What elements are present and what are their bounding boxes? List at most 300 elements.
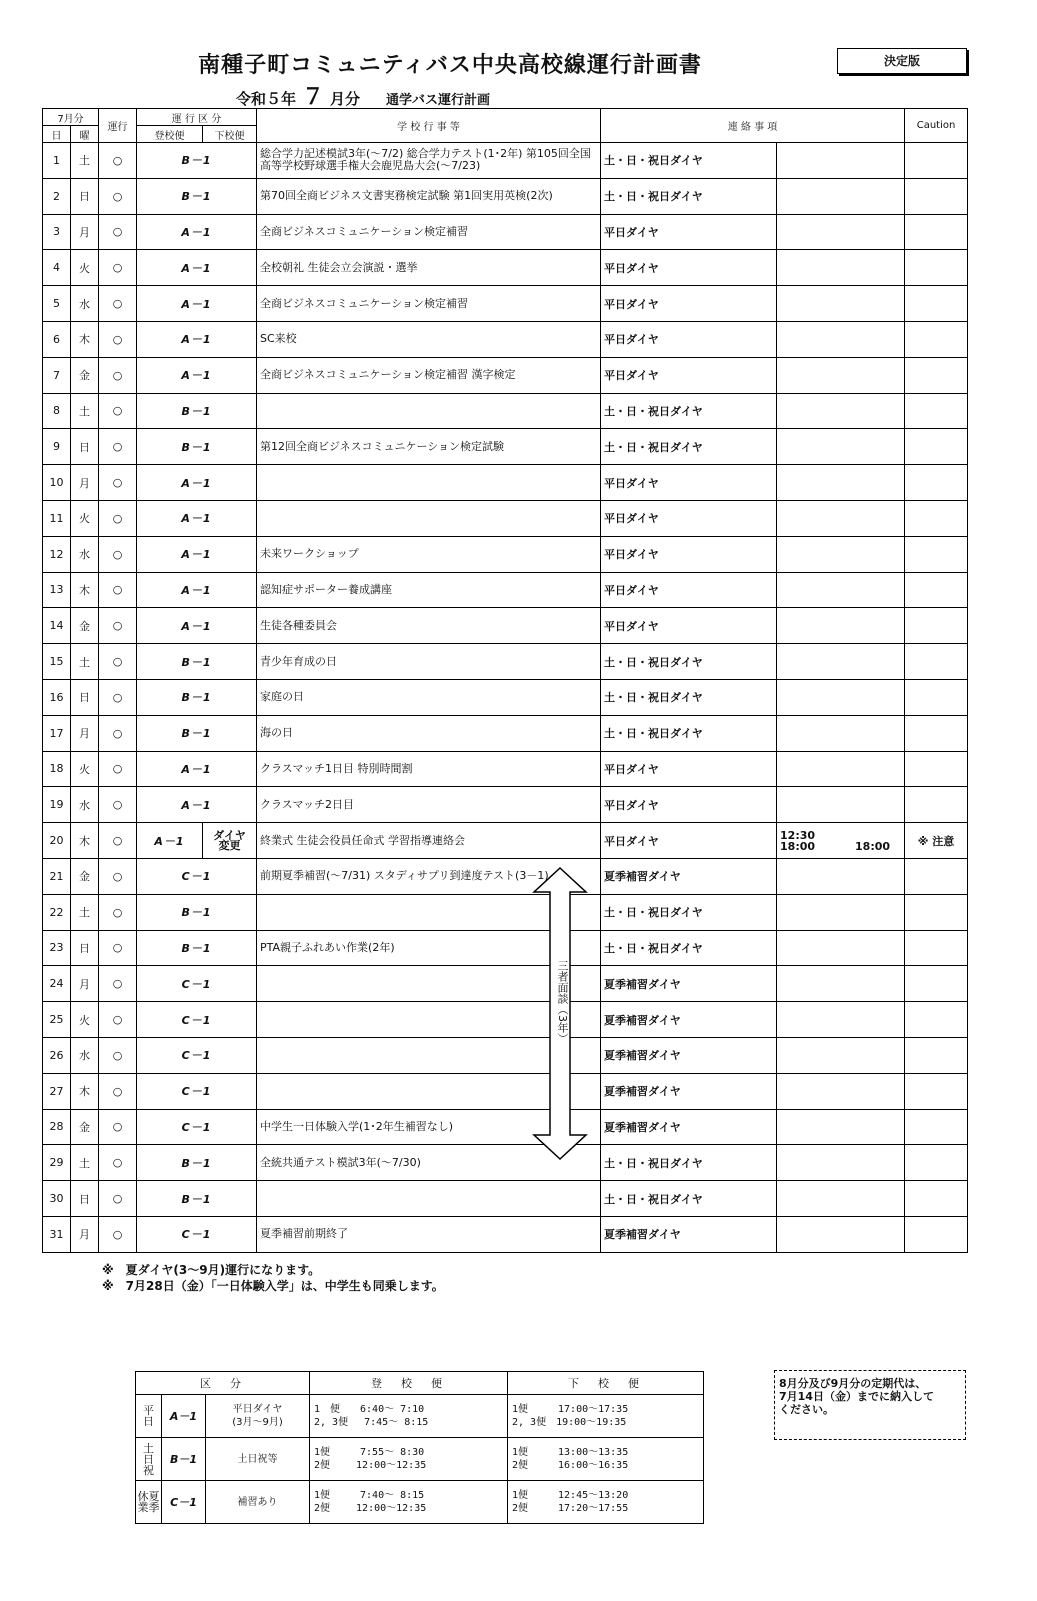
table-row <box>43 751 968 787</box>
day-cell: 1 <box>43 143 71 179</box>
event-cell: 海の日 <box>257 715 601 751</box>
schedule-row <box>136 1481 704 1524</box>
operation-cell: ○ <box>99 858 137 894</box>
from-school-times: 1便 17:00～17:35 2, 3便 19:00～19:35 <box>512 1404 629 1428</box>
table-row <box>43 1002 968 1038</box>
day-cell: 14 <box>43 608 71 644</box>
contact-cell <box>777 787 905 823</box>
event-cell: 全商ビジネスコミュニケーション検定補習 <box>257 214 601 250</box>
operation-cell: ○ <box>99 679 137 715</box>
operation-cell: ○ <box>99 143 137 179</box>
diagram-cell: 平日ダイヤ <box>601 286 777 322</box>
status-badge: 決定版 <box>837 48 967 74</box>
operation-cell: ○ <box>99 429 137 465</box>
table-row <box>43 787 968 823</box>
contact-cell <box>777 1145 905 1181</box>
dow-cell: 金 <box>71 608 99 644</box>
operation-cell: ○ <box>99 608 137 644</box>
contact-cell <box>777 823 905 859</box>
bus-class: A－1 <box>137 536 257 572</box>
dow-cell: 火 <box>71 1002 99 1038</box>
operation-cell: ○ <box>99 1181 137 1217</box>
operation-cell: ○ <box>99 286 137 322</box>
caution-cell <box>905 1109 968 1145</box>
diagram-cell: 土・日・祝日ダイヤ <box>601 679 777 715</box>
caution-cell <box>905 787 968 823</box>
bus-class: A－1 <box>137 214 257 250</box>
schedule-name: 補習あり <box>206 1481 310 1524</box>
bus-class: B－1 <box>137 178 257 214</box>
day-cell: 12 <box>43 536 71 572</box>
caution-cell <box>905 1145 968 1181</box>
operation-cell: ○ <box>99 966 137 1002</box>
day-cell: 7 <box>43 357 71 393</box>
operation-cell: ○ <box>99 465 137 501</box>
caution-cell <box>905 250 968 286</box>
bus-class: B－1 <box>137 143 257 179</box>
caution-cell <box>905 536 968 572</box>
schedule-name: 平日ダイヤ (3月～9月) <box>206 1395 310 1438</box>
diagram-cell: 土・日・祝日ダイヤ <box>601 644 777 680</box>
operation-cell: ○ <box>99 1037 137 1073</box>
bus-class: A－1 <box>137 250 257 286</box>
from-school-class: ダイヤ 変更 <box>203 823 257 859</box>
dow-cell: 月 <box>71 214 99 250</box>
caution-cell <box>905 500 968 536</box>
operation-cell: ○ <box>99 823 137 859</box>
caution-cell <box>905 572 968 608</box>
dow-cell: 日 <box>71 679 99 715</box>
caution-cell <box>905 751 968 787</box>
operation-table <box>42 108 968 1253</box>
event-cell <box>257 465 601 501</box>
caution-header: Caution <box>905 109 968 143</box>
event-cell: 全統共通テスト模試3年(～7/30) <box>257 1145 601 1181</box>
plan-name: 通学バス運行計画 <box>386 93 491 108</box>
dow-cell: 日 <box>71 178 99 214</box>
caution-cell <box>905 321 968 357</box>
dow-cell: 木 <box>71 572 99 608</box>
day-cell: 4 <box>43 250 71 286</box>
caution-cell <box>905 715 968 751</box>
operation-cell: ○ <box>99 751 137 787</box>
day-cell: 6 <box>43 321 71 357</box>
bus-class: A－1 <box>137 357 257 393</box>
operation-cell: ○ <box>99 715 137 751</box>
event-cell: 総合学力記述模試3年(～7/2) 総合学力テスト(1･2年) 第105回全国高等学校野球選手権大会鹿児島大会(～7/23) <box>257 143 601 179</box>
page-subtitle <box>236 80 490 111</box>
event-cell: クラスマッチ1日目 特別時間割 <box>257 751 601 787</box>
operation-cell: ○ <box>99 644 137 680</box>
dow-header: 曜 <box>71 126 99 143</box>
diagram-cell: 夏季補習ダイヤ <box>601 858 777 894</box>
day-cell: 20 <box>43 823 71 859</box>
table-row <box>43 1037 968 1073</box>
event-cell: 全商ビジネスコミュニケーション検定補習 漢字検定 <box>257 357 601 393</box>
table-row <box>43 286 968 322</box>
dow-cell: 火 <box>71 250 99 286</box>
operation-cell: ○ <box>99 1145 137 1181</box>
caution-cell <box>905 178 968 214</box>
diagram-cell: 夏季補習ダイヤ <box>601 1037 777 1073</box>
day-cell: 19 <box>43 787 71 823</box>
diagram-cell: 平日ダイヤ <box>601 465 777 501</box>
diagram-cell: 土・日・祝日ダイヤ <box>601 894 777 930</box>
arrow-label: 三者面談（3年） <box>556 960 569 1044</box>
from-school-times: 1便 12:45～13:20 2便 17:20～17:55 <box>512 1490 629 1514</box>
operation-cell: ○ <box>99 894 137 930</box>
dow-cell: 土 <box>71 894 99 930</box>
event-cell: クラスマッチ2日目 <box>257 787 601 823</box>
table-row <box>43 1145 968 1181</box>
caution-cell <box>905 286 968 322</box>
class-header: 運 行 区 分 <box>137 109 257 126</box>
bus-class: B－1 <box>137 715 257 751</box>
table-row <box>43 1181 968 1217</box>
event-cell: 未来ワークショップ <box>257 536 601 572</box>
to-school-times: 1便 7:40～ 8:15 2便 12:00～12:35 <box>314 1490 427 1514</box>
day-cell: 13 <box>43 572 71 608</box>
day-cell: 29 <box>43 1145 71 1181</box>
operation-cell: ○ <box>99 536 137 572</box>
day-cell: 31 <box>43 1216 71 1252</box>
bus-class: A－1 <box>137 572 257 608</box>
schedule-code: A－1 <box>162 1395 206 1438</box>
contact-cell <box>777 214 905 250</box>
bus-class: A－1 <box>137 787 257 823</box>
table-row <box>43 930 968 966</box>
contact-cell <box>777 1181 905 1217</box>
diagram-cell: 平日ダイヤ <box>601 787 777 823</box>
bus-class: C－1 <box>137 1002 257 1038</box>
diagram-cell: 夏季補習ダイヤ <box>601 1002 777 1038</box>
diagram-cell: 土・日・祝日ダイヤ <box>601 1181 777 1217</box>
dow-cell: 月 <box>71 966 99 1002</box>
dow-cell: 土 <box>71 143 99 179</box>
diagram-cell: 平日ダイヤ <box>601 214 777 250</box>
caution-cell <box>905 465 968 501</box>
contact-cell <box>777 751 905 787</box>
event-cell: 中学生一日体験入学(1･2年生補習なし) <box>257 1109 601 1145</box>
dow-cell: 土 <box>71 1145 99 1181</box>
day-cell: 8 <box>43 393 71 429</box>
operation-cell: ○ <box>99 930 137 966</box>
day-cell: 21 <box>43 858 71 894</box>
schedule-name: 土日祝等 <box>206 1438 310 1481</box>
table-row <box>43 500 968 536</box>
table-row <box>43 823 968 859</box>
era: 令和５年 <box>236 90 297 108</box>
table-row <box>43 1073 968 1109</box>
contact-cell <box>777 143 905 179</box>
dow-cell: 水 <box>71 1037 99 1073</box>
table-row <box>43 644 968 680</box>
day-cell: 10 <box>43 465 71 501</box>
caution-cell <box>905 858 968 894</box>
diagram-cell: 平日ダイヤ <box>601 536 777 572</box>
contact-cell <box>777 465 905 501</box>
day-cell: 9 <box>43 429 71 465</box>
bus-class: C－1 <box>137 1216 257 1252</box>
dow-cell: 土 <box>71 644 99 680</box>
table-row <box>43 393 968 429</box>
bus-class: B－1 <box>137 1145 257 1181</box>
month-suffix: 月分 <box>330 90 361 108</box>
dow-cell: 木 <box>71 823 99 859</box>
contact-cell <box>777 286 905 322</box>
bus-class: C－1 <box>137 1037 257 1073</box>
dow-cell: 金 <box>71 357 99 393</box>
diagram-cell: 平日ダイヤ <box>601 823 777 859</box>
page-title: 南種子町コミュニティバス中央高校線運行計画書 <box>198 53 702 78</box>
caution-cell <box>905 679 968 715</box>
dow-cell: 日 <box>71 1181 99 1217</box>
table-row <box>43 143 968 179</box>
operation-cell: ○ <box>99 357 137 393</box>
event-cell: 前期夏季補習(～7/31) スタディサプリ到達度テスト(3－1) <box>257 858 601 894</box>
from-school-times: 1便 13:00～13:35 2便 16:00～16:35 <box>512 1447 629 1471</box>
event-cell <box>257 393 601 429</box>
event-cell: 家庭の日 <box>257 679 601 715</box>
day-cell: 11 <box>43 500 71 536</box>
contact-cell <box>777 858 905 894</box>
contact-cell <box>777 1216 905 1252</box>
event-cell: 青少年育成の日 <box>257 644 601 680</box>
operation-cell: ○ <box>99 214 137 250</box>
table-row <box>43 679 968 715</box>
caution-cell <box>905 608 968 644</box>
table-row <box>43 536 968 572</box>
caution-cell <box>905 1216 968 1252</box>
table-row <box>43 214 968 250</box>
operation-cell: ○ <box>99 1073 137 1109</box>
contact-cell <box>777 1073 905 1109</box>
schedule-category: 休夏 業季 <box>136 1481 162 1524</box>
day-cell: 23 <box>43 930 71 966</box>
event-cell: 生徒各種委員会 <box>257 608 601 644</box>
contact-cell <box>777 536 905 572</box>
bus-class: C－1 <box>137 858 257 894</box>
to-col-header: 登 校 便 <box>310 1372 508 1395</box>
day-cell: 18 <box>43 751 71 787</box>
contact-cell <box>777 572 905 608</box>
table-row <box>43 178 968 214</box>
contact-header: 連 絡 事 項 <box>601 109 905 143</box>
day-cell: 28 <box>43 1109 71 1145</box>
dow-cell: 火 <box>71 500 99 536</box>
dow-cell: 金 <box>71 1109 99 1145</box>
bus-class: B－1 <box>137 644 257 680</box>
diagram-cell: 土・日・祝日ダイヤ <box>601 393 777 429</box>
dow-cell: 日 <box>71 930 99 966</box>
day-cell: 5 <box>43 286 71 322</box>
contact-cell <box>777 679 905 715</box>
contact-cell <box>777 930 905 966</box>
month: ７ <box>302 85 325 110</box>
day-cell: 30 <box>43 1181 71 1217</box>
diagram-cell: 土・日・祝日ダイヤ <box>601 429 777 465</box>
table-row <box>43 321 968 357</box>
caution-cell <box>905 894 968 930</box>
caution-cell <box>905 214 968 250</box>
diagram-cell: 平日ダイヤ <box>601 321 777 357</box>
dow-cell: 月 <box>71 465 99 501</box>
bus-class: A－1 <box>137 500 257 536</box>
table-row <box>43 966 968 1002</box>
diagram-cell: 平日ダイヤ <box>601 572 777 608</box>
event-cell: 全商ビジネスコミュニケーション検定補習 <box>257 286 601 322</box>
schedule-row <box>136 1438 704 1481</box>
dow-cell: 日 <box>71 429 99 465</box>
bus-class: B－1 <box>137 1181 257 1217</box>
diagram-cell: 平日ダイヤ <box>601 500 777 536</box>
diagram-cell: 平日ダイヤ <box>601 250 777 286</box>
operation-cell: ○ <box>99 500 137 536</box>
bus-class: A－1 <box>137 286 257 322</box>
table-row <box>43 894 968 930</box>
contact-cell <box>777 644 905 680</box>
contact-cell <box>777 894 905 930</box>
contact-cell <box>777 715 905 751</box>
caution-cell <box>905 357 968 393</box>
diagram-cell: 夏季補習ダイヤ <box>601 1216 777 1252</box>
schedule-row <box>136 1395 704 1438</box>
bus-class: B－1 <box>137 679 257 715</box>
bus-class: A－1 <box>137 321 257 357</box>
notes <box>102 1262 444 1294</box>
contact-cell <box>777 500 905 536</box>
table-row <box>43 250 968 286</box>
event-cell: SC来校 <box>257 321 601 357</box>
day-cell: 3 <box>43 214 71 250</box>
table-row <box>43 572 968 608</box>
operation-cell: ○ <box>99 1216 137 1252</box>
class-col-header: 区 分 <box>136 1372 310 1395</box>
contact-time: 12:30 18:00 <box>780 828 816 853</box>
event-cell: 認知症サポーター養成講座 <box>257 572 601 608</box>
caution-cell <box>905 429 968 465</box>
bus-class: B－1 <box>137 894 257 930</box>
table-row <box>43 715 968 751</box>
event-cell <box>257 1181 601 1217</box>
table-row <box>43 429 968 465</box>
diagram-cell: 土・日・祝日ダイヤ <box>601 715 777 751</box>
contact-cell <box>777 393 905 429</box>
event-cell: 夏季補習前期終了 <box>257 1216 601 1252</box>
bus-class: B－1 <box>137 393 257 429</box>
day-cell: 26 <box>43 1037 71 1073</box>
table-row <box>43 858 968 894</box>
operation-cell: ○ <box>99 572 137 608</box>
day-cell: 16 <box>43 679 71 715</box>
diagram-cell: 土・日・祝日ダイヤ <box>601 143 777 179</box>
table-row <box>43 1109 968 1145</box>
contact-cell <box>777 178 905 214</box>
table-row <box>43 1216 968 1252</box>
bus-class: A－1 <box>137 465 257 501</box>
diagram-cell: 土・日・祝日ダイヤ <box>601 930 777 966</box>
dow-cell: 月 <box>71 1216 99 1252</box>
from-col-header: 下 校 便 <box>508 1372 704 1395</box>
to-school-times: 1 便 6:40～ 7:10 2, 3便 7:45～ 8:15 <box>314 1404 429 1428</box>
bus-class: B－1 <box>137 429 257 465</box>
diagram-cell: 夏季補習ダイヤ <box>601 1073 777 1109</box>
operation-cell: ○ <box>99 1109 137 1145</box>
caution-cell <box>905 1002 968 1038</box>
day-cell: 24 <box>43 966 71 1002</box>
caution-cell: ※ 注意 <box>905 823 968 859</box>
event-cell <box>257 500 601 536</box>
contact-cell <box>777 1002 905 1038</box>
day-cell: 27 <box>43 1073 71 1109</box>
dow-cell: 水 <box>71 286 99 322</box>
operation-header: 運行 <box>99 109 137 143</box>
day-cell: 25 <box>43 1002 71 1038</box>
table-row <box>43 357 968 393</box>
payment-note: 8月分及び9月分の定期代は、 7月14日（金）までに納入して ください。 <box>774 1370 966 1440</box>
contact-cell <box>777 608 905 644</box>
bus-class: A－1 <box>137 608 257 644</box>
schedule-table <box>135 1371 704 1524</box>
event-cell: 第70回全商ビジネス文書実務検定試験 第1回実用英検(2次) <box>257 178 601 214</box>
contact-cell <box>777 966 905 1002</box>
caution-cell <box>905 966 968 1002</box>
contact-cell <box>777 321 905 357</box>
schedule-code: C－1 <box>162 1481 206 1524</box>
event-cell: 全校朝礼 生徒会立会演説・選挙 <box>257 250 601 286</box>
caution-cell <box>905 644 968 680</box>
operation-cell: ○ <box>99 1002 137 1038</box>
schedule-code: B－1 <box>162 1438 206 1481</box>
diagram-cell: 土・日・祝日ダイヤ <box>601 178 777 214</box>
operation-cell: ○ <box>99 250 137 286</box>
to-school-class: A－1 <box>137 823 203 859</box>
operation-cell: ○ <box>99 321 137 357</box>
caution-cell <box>905 393 968 429</box>
table-row <box>43 465 968 501</box>
bus-class: C－1 <box>137 1073 257 1109</box>
bus-class: B－1 <box>137 930 257 966</box>
table-row <box>43 608 968 644</box>
contact-cell <box>777 1037 905 1073</box>
operation-cell: ○ <box>99 178 137 214</box>
dow-cell: 水 <box>71 787 99 823</box>
from-school-header: 下校便 <box>203 126 257 143</box>
dow-cell: 木 <box>71 1073 99 1109</box>
day-cell: 17 <box>43 715 71 751</box>
diagram-cell: 平日ダイヤ <box>601 608 777 644</box>
contact-cell <box>777 1109 905 1145</box>
operation-cell: ○ <box>99 393 137 429</box>
bus-class: C－1 <box>137 1109 257 1145</box>
operation-cell: ○ <box>99 787 137 823</box>
schedule-category: 平 日 <box>136 1395 162 1438</box>
diagram-cell: 平日ダイヤ <box>601 357 777 393</box>
events-header: 学 校 行 事 等 <box>257 109 601 143</box>
event-cell: PTA親子ふれあい作業(2年) <box>257 930 601 966</box>
schedule-category: 土 日 祝 <box>136 1438 162 1481</box>
diagram-cell: 土・日・祝日ダイヤ <box>601 1145 777 1181</box>
caution-cell <box>905 930 968 966</box>
day-cell: 22 <box>43 894 71 930</box>
diagram-cell: 平日ダイヤ <box>601 751 777 787</box>
bus-class: A－1 <box>137 751 257 787</box>
dow-cell: 月 <box>71 715 99 751</box>
event-cell: 第12回全商ビジネスコミュニケーション検定試験 <box>257 429 601 465</box>
caution-cell <box>905 1181 968 1217</box>
event-cell: 終業式 生徒会役員任命式 学習指導連絡会 <box>257 823 601 859</box>
bus-class: C－1 <box>137 966 257 1002</box>
